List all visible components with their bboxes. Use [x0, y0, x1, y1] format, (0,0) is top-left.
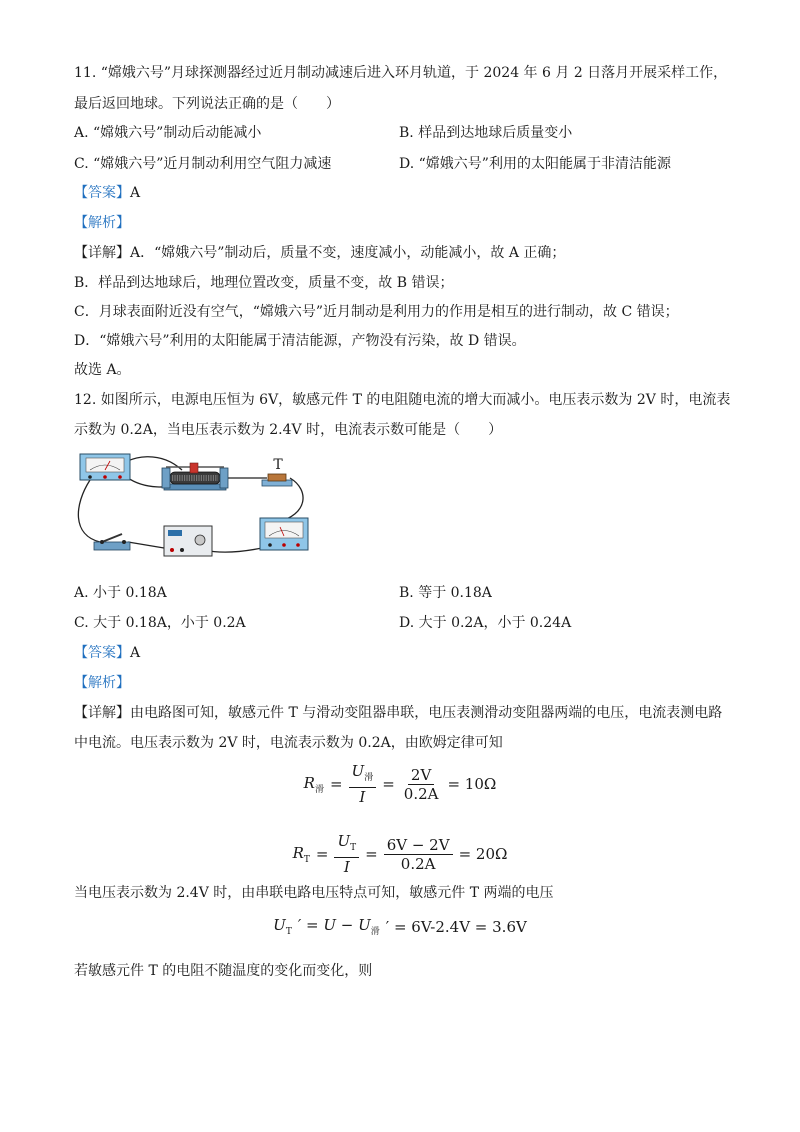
- q11-option-c: C. “嫦娥六号”近月制动利用空气阻力减速: [74, 156, 332, 172]
- switch: [94, 534, 130, 550]
- q11-detail-tag: 【详解】: [74, 245, 130, 261]
- power-supply: [164, 526, 212, 556]
- q11-stem-line2: 最后返回地球。下列说法正确的是（ ）: [74, 96, 340, 112]
- q11-detail-c: C．月球表面附近没有空气，“嫦娥六号”近月制动是利用力的作用是相互的进行制动，故 C 错误；: [74, 304, 679, 320]
- circuit-diagram: [72, 450, 312, 570]
- formula-r-t: $R_T$ = $\frac{U_T}{I}$ = $\frac{6V - 2V}{0.2A}$ = 20Ω: [292, 832, 508, 876]
- q12-option-d: D. 大于 0.2A，小于 0.24A: [399, 615, 572, 631]
- q11-analysis-label: 【解析】: [74, 215, 130, 231]
- q12-answer-value: A: [130, 645, 141, 661]
- q12-detail-line3: 当电压表示数为 2.4V 时，由串联电路电压特点可知，敏感元件 T 两端的电压: [74, 885, 554, 901]
- q11-detail-d: D．“嫦娥六号”利用的太阳能属于清洁能源，产物没有污染，故 D 错误。: [74, 333, 526, 349]
- q12-stem-line1: 12. 如图所示，电源电压恒为 6V，敏感元件 T 的电阻随电流的增大而减小。电压表示数为 2V 时，电流表: [74, 392, 731, 408]
- f1-result: = 10Ω: [447, 775, 497, 793]
- voltmeter: [80, 454, 130, 480]
- f1-fraction-symbolic: $\frac{U_滑}{I}$: [349, 762, 377, 806]
- wire: [128, 542, 164, 548]
- q12-option-a: A. 小于 0.18A: [74, 585, 167, 601]
- q12-analysis-tag: [74, 673, 130, 693]
- q12-answer-tag: 【答案】: [74, 645, 130, 661]
- q12-detail-line2: 中电流。电压表示数为 2V 时，电流表示数为 0.2A，由欧姆定律可知: [74, 735, 503, 751]
- f2-result: = 20Ω: [458, 845, 508, 863]
- formula-u-t: [0, 916, 800, 937]
- q12-answer: [74, 643, 140, 663]
- q11-detail-a: [74, 243, 565, 263]
- f2-fraction-numeric: $\frac{6V - 2V}{0.2A}$: [384, 836, 453, 873]
- q12-detail-line1: [74, 703, 722, 723]
- q11-answer-tag: 【答案】: [74, 185, 130, 201]
- wire: [78, 480, 100, 542]
- q12-option-c: C. 大于 0.18A，小于 0.2A: [74, 615, 246, 631]
- q12-option-b: B. 等于 0.18A: [399, 585, 492, 601]
- rheostat: [162, 463, 228, 490]
- q11-answer: [74, 183, 140, 203]
- f1-fraction-numeric: $\frac{2V}{0.2A}$: [403, 765, 439, 803]
- f3-lhs: $U_T$: [273, 916, 292, 937]
- f1-lhs: $R_滑$: [303, 773, 324, 795]
- element-t-label: T: [273, 457, 283, 473]
- ammeter: [260, 518, 308, 550]
- q11-analysis-tag: [74, 213, 130, 233]
- f2-lhs: $R_T$: [292, 843, 310, 865]
- q11-answer-value: A: [130, 185, 141, 201]
- q11-detail-b: B．样品到达地球后，地理位置改变，质量不变，故 B 错误；: [74, 275, 454, 291]
- q12-analysis-label: 【解析】: [74, 675, 130, 691]
- q12-detail-line1-text: 由电路图可知，敏感元件 T 与滑动变阻器串联，电压表测滑动变阻器两端的电压，电流表测电路: [130, 705, 723, 721]
- f3-rhs: ′ = $U - U_滑$: [297, 916, 380, 937]
- f3-result: ′ = 6V-2.4V = 3.6V: [385, 917, 527, 936]
- q11-option-a: A. “嫦娥六号”制动后动能减小: [74, 125, 262, 141]
- q12-detail-line4: 若敏感元件 T 的电阻不随温度的变化而变化，则: [74, 963, 373, 979]
- q11-option-d: D. “嫦娥六号”利用的太阳能属于非清洁能源: [399, 156, 671, 172]
- wire: [204, 548, 262, 552]
- q11-detail-a-text: A．“嫦娥六号”制动后，质量不变，速度减小，动能减小，故 A 正确；: [130, 245, 566, 261]
- q11-conclusion: 故选 A。: [74, 362, 131, 378]
- sensitive-element-t: [262, 457, 292, 486]
- formula-r-slide: $R_滑$ = $\frac{U_滑}{I}$ = $\frac{2V}{0.2A}$ = 10Ω: [303, 762, 497, 806]
- q11-option-b: B. 样品到达地球后质量变小: [399, 125, 573, 141]
- f2-fraction-symbolic: $\frac{U_T}{I}$: [334, 832, 359, 876]
- q12-detail-tag: 【详解】: [74, 705, 130, 721]
- q12-stem-line2: 示数为 0.2A，当电压表示数为 2.4V 时，电流表示数可能是（ ）: [74, 422, 503, 438]
- q11-stem-line1: 11. “嫦娥六号”月球探测器经过近月制动减速后进入环月轨道，于 2024 年 6 月 2 日落月开展采样工作，: [74, 65, 728, 81]
